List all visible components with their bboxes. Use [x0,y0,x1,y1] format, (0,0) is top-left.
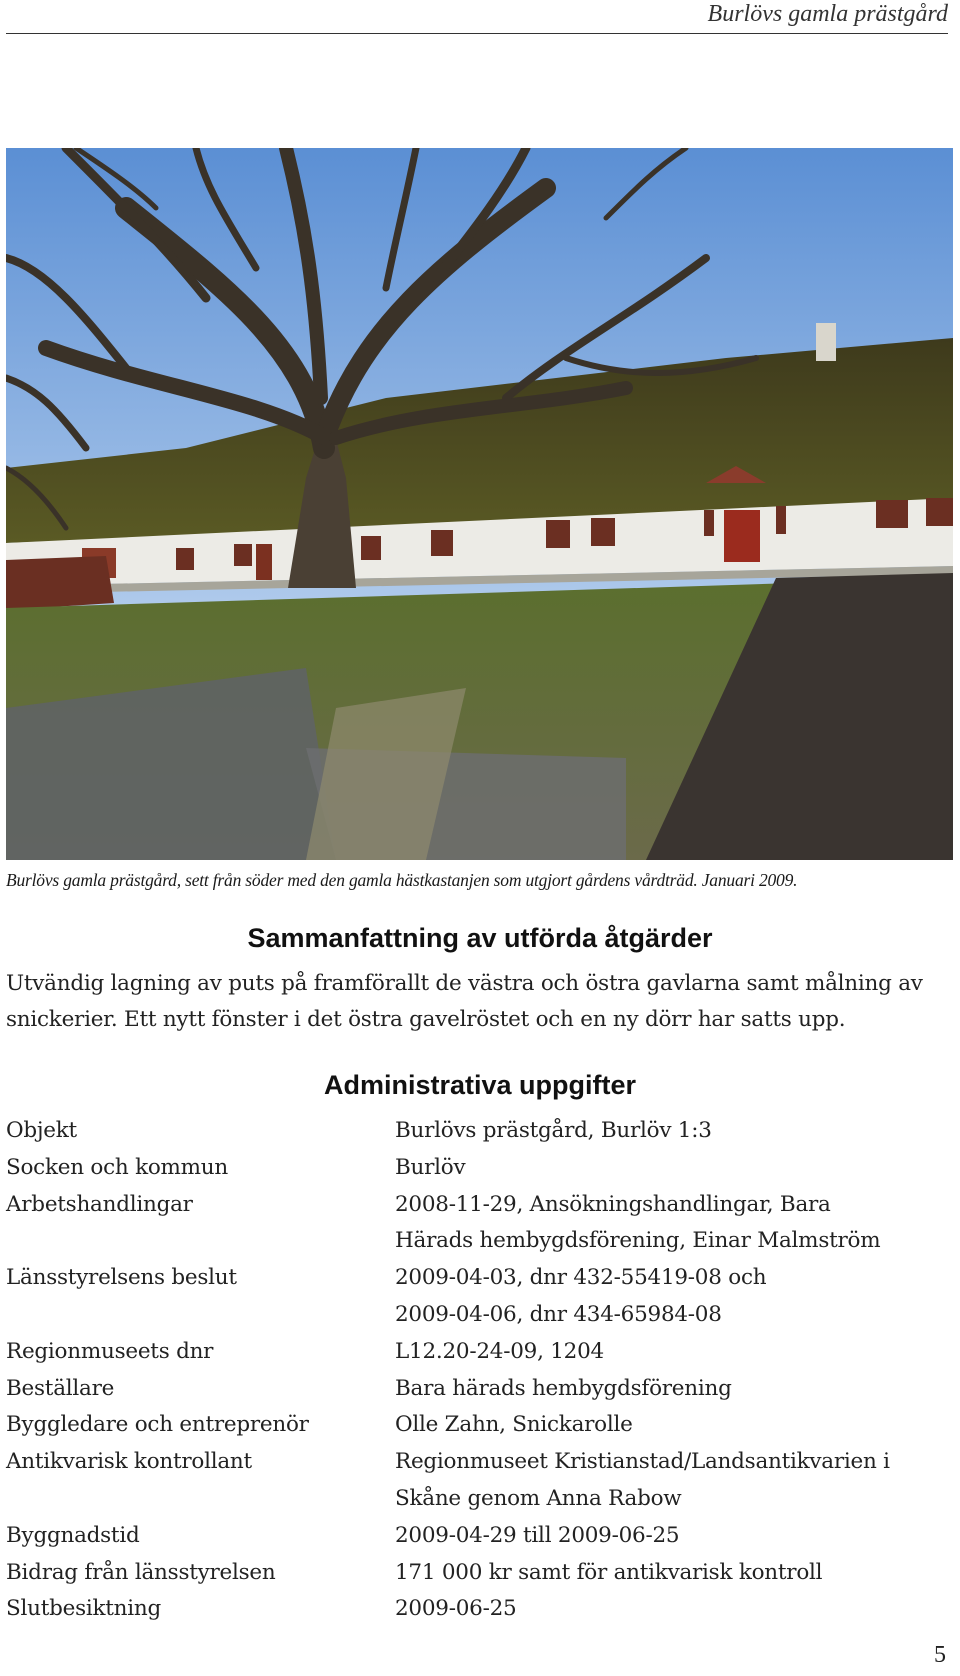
page-number: 5 [934,1642,946,1668]
admin-label: Slutbesiktning [6,1596,161,1622]
admin-value-line: Skåne genom Anna Rabow [395,1485,682,1511]
admin-row-objekt [6,1113,951,1150]
admin-label: Länsstyrelsens beslut [6,1265,237,1291]
admin-value-line: 2009-04-03, dnr 432-55419-08 och [395,1265,767,1291]
header-rule [6,33,948,34]
admin-value [395,1518,951,1555]
photo-illustration [6,148,953,860]
admin-row-arbetshandlingar [6,1187,951,1261]
admin-details-list [6,1113,951,1628]
admin-label: Byggnadstid [6,1522,140,1548]
admin-value [395,1371,951,1408]
admin-value-line: 2008-11-29, Ansökningshandlingar, Bara [395,1191,831,1217]
photo-caption: Burlövs gamla prästgård, sett från söder med den gamla hästkastanjen som utgjort gårdens vårdträd. Januari 2009. [6,870,798,890]
admin-value-line: 2009-04-06, dnr 434-65984-08 [395,1301,722,1327]
admin-value [395,1260,951,1334]
admin-row-socken [6,1150,951,1187]
admin-row-byggledare [6,1407,951,1444]
admin-value-line: Bara härads hembygdsförening [395,1375,732,1401]
admin-row-byggnadstid [6,1518,951,1555]
admin-value [395,1334,951,1371]
admin-value [395,1407,951,1444]
admin-value-line: Olle Zahn, Snickarolle [395,1412,633,1438]
admin-row-antikvarisk-kontrollant [6,1444,951,1518]
summary-heading: Sammanfattning av utförda åtgärder [247,923,713,953]
cover-photo [6,148,953,860]
admin-label: Beställare [6,1375,115,1401]
admin-value-line: Regionmuseet Kristianstad/Landsantikvarien i [395,1449,890,1475]
admin-value-line: Härads hembygdsförening, Einar Malmström [395,1228,881,1254]
admin-row-lansstyrelsens-beslut [6,1260,951,1334]
admin-value [395,1444,951,1518]
admin-value [395,1113,951,1150]
admin-label: Byggledare och entreprenör [6,1412,309,1438]
admin-value [395,1187,951,1261]
admin-heading: Administrativa uppgifter [323,1070,637,1100]
admin-value-line: L12.20-24-09, 1204 [395,1338,604,1364]
admin-label: Objekt [6,1118,77,1143]
admin-value [395,1591,951,1628]
admin-value-line: 2009-06-25 [395,1596,517,1622]
admin-row-regionmuseets-dnr [6,1334,951,1371]
admin-value-line: 171 000 kr samt för antikvarisk kontroll [395,1559,823,1585]
admin-value [395,1150,951,1187]
admin-row-bidrag [6,1555,951,1592]
admin-label: Arbetshandlingar [6,1191,193,1217]
admin-label: Bidrag från länsstyrelsen [6,1559,276,1585]
admin-value-line: 2009-04-29 till 2009-06-25 [395,1522,680,1548]
admin-value-line: Burlövs prästgård, Burlöv 1:3 [395,1118,712,1143]
admin-row-bestallare [6,1371,951,1408]
admin-row-slutbesiktning [6,1591,951,1628]
admin-label: Antikvarisk kontrollant [6,1449,252,1475]
admin-label: Socken och kommun [6,1154,229,1180]
running-header: Burlövs gamla prästgård [707,1,948,27]
admin-value [395,1555,951,1592]
admin-value-line: Burlöv [395,1154,466,1180]
admin-label: Regionmuseets dnr [6,1338,214,1364]
summary-paragraph: Utvändig lagning av puts på framförallt de västra och östra gavlarna samt målning av snickerier. Ett nytt fönster i det östra gavelröstet och en ny dörr har satts upp. [6,971,923,1032]
